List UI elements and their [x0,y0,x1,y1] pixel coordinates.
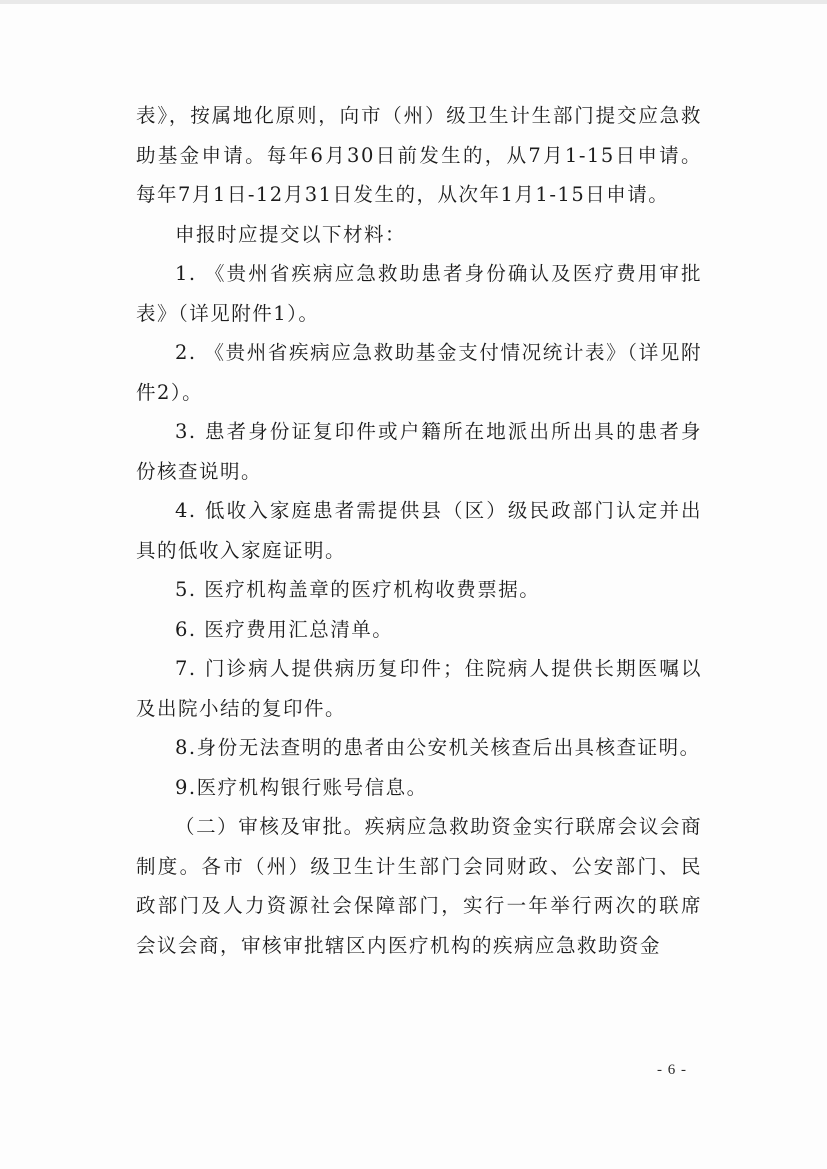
paragraph: 表》，按属地化原则，向市（州）级卫生计生部门提交应急救助基金申请。每年6月30日前发生的，从7月1-15日申请。每年7月1日-12月31日发生的，从次年1月1-15日申请。 [136,104,702,206]
body-text [136,96,702,965]
list-item: 7. 门诊病人提供病历复印件；住院病人提供长期医嘱以及出院小结的复印件。 [136,657,702,720]
list-item: 5. 医疗机构盖章的医疗机构收费票据。 [175,578,541,601]
list-item: 3. 患者身份证复印件或户籍所在地派出所出具的患者身份核查说明。 [136,420,702,483]
list-item: 4. 低收入家庭患者需提供县（区）级民政部门认定并出具的低收入家庭证明。 [136,499,702,562]
list-item: 6. 医疗费用汇总清单。 [175,617,394,641]
page-top-edge [0,0,827,4]
list-item: 9.医疗机构银行账号信息。 [175,775,428,799]
section-paragraph: （二）审核及审批。疾病应急救助资金实行联席会议会商制度。各市（州）级卫生计生部门会同财政、公安部门、民政部门及人力资源社会保障部门，实行一年举行两次的联席会议会商，审核审批辖区内医疗机构的疾病应急救助资金 [136,815,702,957]
paragraph: 申报时应提交以下材料： [175,222,407,246]
list-item: 2. 《贵州省疾病应急救助基金支付情况统计表》（详见附件2）。 [136,341,702,404]
list-item: 1. 《贵州省疾病应急救助患者身份确认及医疗费用审批表》（详见附件1）。 [136,262,702,325]
list-item: 8.身份无法查明的患者由公安机关核查后出具核查证明。 [175,736,701,759]
page-number: - 6 - [657,1062,687,1078]
